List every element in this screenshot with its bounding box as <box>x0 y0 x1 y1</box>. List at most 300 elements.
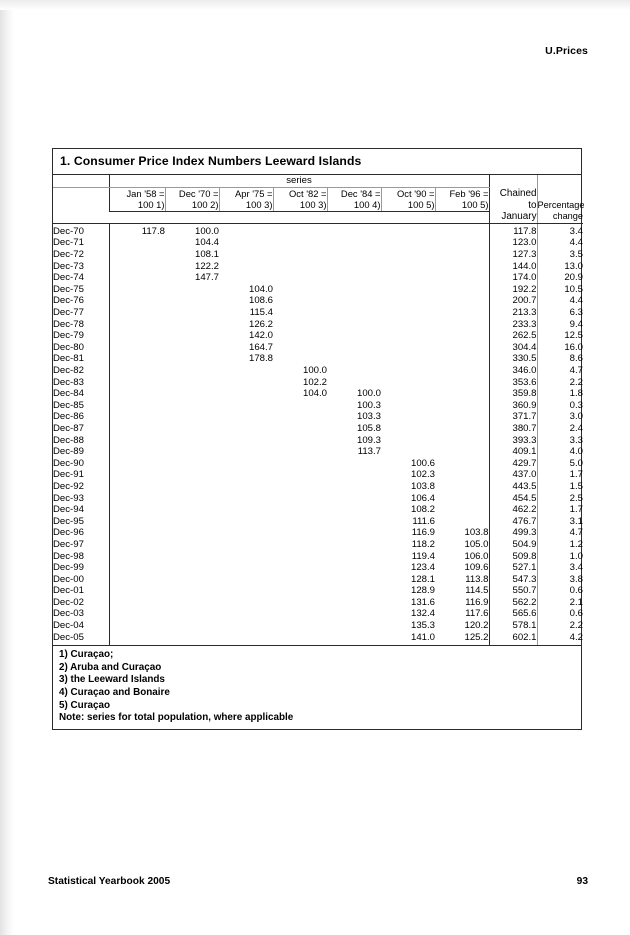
row-period-label: Dec-79 <box>53 330 84 342</box>
row-series-value <box>273 330 327 342</box>
page-number: 93 <box>576 876 588 887</box>
row-series-value <box>435 295 489 307</box>
cpi-table <box>53 175 583 645</box>
row-series-value <box>109 435 165 447</box>
cpi-table-block <box>52 148 585 730</box>
row-series-value <box>219 411 273 423</box>
row-series-value: 100.0 <box>302 365 327 376</box>
row-series-value <box>109 284 165 296</box>
row-series-value <box>165 411 219 423</box>
table-row <box>53 353 583 365</box>
row-series-value <box>327 632 381 646</box>
row-series-value <box>273 411 327 423</box>
row-series-value <box>219 423 273 435</box>
row-series-value <box>381 342 435 354</box>
table-row <box>53 632 583 646</box>
row-percentage-change: 2.1 <box>537 597 583 609</box>
row-series-value <box>273 562 327 574</box>
row-series-value <box>219 237 273 249</box>
row-series-value: 109.6 <box>464 562 489 574</box>
row-series-value <box>165 353 219 365</box>
row-series-value: 126.2 <box>248 318 273 330</box>
row-series-value <box>327 319 381 331</box>
row-series-value <box>435 504 489 516</box>
row-series-value <box>219 527 273 539</box>
row-series-value <box>327 493 381 505</box>
row-series-value <box>273 585 327 597</box>
row-series-value: 105.8 <box>356 422 381 434</box>
row-chained-value: 174.0 <box>489 272 537 284</box>
row-series-value <box>273 272 327 284</box>
row-series-value <box>109 388 165 400</box>
table-row <box>53 585 583 597</box>
header-row-group <box>53 175 583 187</box>
row-series-value <box>327 504 381 516</box>
row-series-value: 125.2 <box>464 631 489 643</box>
row-percentage-change: 1.2 <box>537 539 583 551</box>
row-series-value <box>435 481 489 493</box>
row-period-label: Dec-72 <box>53 249 84 261</box>
row-series-value <box>273 249 327 261</box>
row-series-value <box>219 400 273 412</box>
row-percentage-change: 3.4 <box>537 223 583 237</box>
row-percentage-change: 1.8 <box>537 388 583 400</box>
header-col-oct90 <box>381 187 435 211</box>
row-percentage-change: 2.5 <box>537 493 583 505</box>
row-series-value <box>165 493 219 505</box>
row-series-value <box>327 295 381 307</box>
row-series-value <box>109 458 165 470</box>
row-series-value <box>109 272 165 284</box>
row-series-value <box>435 353 489 365</box>
header-chained-top <box>489 175 537 211</box>
row-series-value <box>109 632 165 646</box>
row-chained-value: 578.1 <box>489 620 537 632</box>
row-series-value <box>273 516 327 528</box>
row-series-value <box>165 608 219 620</box>
table-row <box>53 608 583 620</box>
row-chained-value: 409.1 <box>489 446 537 458</box>
row-series-value <box>165 551 219 563</box>
row-series-value <box>109 330 165 342</box>
row-series-value <box>273 319 327 331</box>
row-percentage-change: 2.2 <box>537 620 583 632</box>
table-row <box>53 551 583 563</box>
row-series-value <box>109 307 165 319</box>
row-chained-value: 127.3 <box>489 249 537 261</box>
row-period-label: Dec-91 <box>53 469 84 481</box>
row-period-label: Dec-71 <box>53 237 84 249</box>
row-percentage-change: 4.4 <box>537 295 583 307</box>
row-series-value <box>273 435 327 447</box>
row-series-value: 108.6 <box>248 295 273 307</box>
header-col-oct82-line2: 100 3) <box>299 199 327 211</box>
row-series-value <box>109 353 165 365</box>
row-series-value: 128.9 <box>410 585 435 597</box>
row-series-value <box>327 551 381 563</box>
row-percentage-change: 0.3 <box>537 400 583 412</box>
row-series-value <box>219 632 273 646</box>
row-series-value: 122.2 <box>194 260 219 272</box>
row-series-value <box>109 551 165 563</box>
row-series-value <box>327 574 381 586</box>
row-percentage-change: 20.9 <box>537 272 583 284</box>
row-series-value <box>219 574 273 586</box>
row-percentage-change: 5.0 <box>537 458 583 470</box>
row-series-value <box>165 388 219 400</box>
header-col-feb96 <box>435 187 489 211</box>
row-series-value <box>435 330 489 342</box>
header-period-blank <box>53 187 109 211</box>
row-percentage-change: 1.7 <box>537 504 583 516</box>
row-series-value <box>435 365 489 377</box>
row-series-value: 132.4 <box>410 608 435 620</box>
row-period-label: Dec-76 <box>53 295 84 307</box>
row-period-label: Dec-99 <box>53 562 84 574</box>
row-series-value: 113.8 <box>465 573 489 585</box>
row-period-label: Dec-73 <box>53 260 84 272</box>
table-row <box>53 365 583 377</box>
row-series-value <box>381 272 435 284</box>
row-chained-value: 550.7 <box>489 585 537 597</box>
row-percentage-change: 3.8 <box>537 574 583 586</box>
row-chained-value: 144.0 <box>489 261 537 273</box>
row-series-value <box>435 284 489 296</box>
row-series-value <box>109 481 165 493</box>
header-col-jan58-line1: Jan '58 = <box>126 187 165 199</box>
row-series-value <box>327 562 381 574</box>
row-series-value <box>435 469 489 481</box>
row-series-value <box>435 516 489 528</box>
row-period-label: Dec-77 <box>53 307 84 319</box>
row-series-value <box>109 493 165 505</box>
row-series-value <box>435 272 489 284</box>
row-series-value: 117.6 <box>465 608 489 620</box>
table-row <box>53 411 583 423</box>
row-period-label: Dec-01 <box>53 585 84 597</box>
header-col-dec70-line2: 100 2) <box>191 199 219 211</box>
page-top-edge-shading <box>0 0 630 10</box>
table-row <box>53 423 583 435</box>
row-chained-value: 123.0 <box>489 237 537 249</box>
table-row <box>53 319 583 331</box>
row-series-value <box>165 539 219 551</box>
row-series-value <box>219 562 273 574</box>
row-series-value <box>435 423 489 435</box>
row-series-value: 117.8 <box>109 223 165 237</box>
row-series-value: 104.4 <box>194 237 219 249</box>
row-series-value <box>273 481 327 493</box>
row-series-value <box>165 330 219 342</box>
row-series-value <box>273 342 327 354</box>
cpi-table-body <box>53 223 583 645</box>
footer-publication-title: Statistical Yearbook 2005 <box>48 876 171 887</box>
row-chained-value: 437.0 <box>489 469 537 481</box>
row-series-value <box>381 237 435 249</box>
table-row <box>53 237 583 249</box>
table-row <box>53 284 583 296</box>
row-series-value <box>273 504 327 516</box>
row-series-value <box>109 620 165 632</box>
row-series-value: 116.9 <box>411 527 435 539</box>
row-series-value: 103.8 <box>464 527 489 539</box>
row-series-value <box>219 493 273 505</box>
row-series-value <box>381 423 435 435</box>
row-series-value <box>165 585 219 597</box>
row-series-value <box>435 411 489 423</box>
row-series-value <box>435 400 489 412</box>
row-series-value <box>327 307 381 319</box>
header-series-group: series <box>109 175 489 187</box>
row-series-value <box>165 435 219 447</box>
row-series-value <box>327 237 381 249</box>
page-footer <box>48 876 588 887</box>
row-series-value <box>435 319 489 331</box>
header-bottom-blank <box>53 211 109 223</box>
row-series-value <box>381 411 435 423</box>
row-period-label: Dec-70 <box>53 225 84 237</box>
row-series-value <box>381 295 435 307</box>
row-series-value <box>273 423 327 435</box>
table-row <box>53 574 583 586</box>
row-series-value: 109.3 <box>356 434 381 446</box>
table-row <box>53 527 583 539</box>
row-series-value <box>219 597 273 609</box>
row-series-value: 104.0 <box>248 283 273 295</box>
row-series-value <box>273 551 327 563</box>
row-series-value <box>381 319 435 331</box>
row-series-value: 111.6 <box>412 515 435 527</box>
row-series-value <box>219 365 273 377</box>
row-chained-value: 371.7 <box>489 411 537 423</box>
row-series-value <box>165 516 219 528</box>
row-chained-value: 233.3 <box>489 319 537 331</box>
row-percentage-change: 3.1 <box>537 516 583 528</box>
row-period-label: Dec-82 <box>53 365 84 376</box>
header-corner-blank <box>53 175 109 187</box>
row-series-value <box>109 295 165 307</box>
row-chained-value: 200.7 <box>489 295 537 307</box>
row-series-value: 103.8 <box>410 480 435 492</box>
row-series-value: 105.0 <box>464 538 489 550</box>
table-footnotes <box>53 645 581 729</box>
row-series-value <box>109 597 165 609</box>
row-series-value <box>273 353 327 365</box>
row-series-value <box>273 400 327 412</box>
row-period-label: Dec-90 <box>53 457 84 469</box>
row-series-value <box>327 272 381 284</box>
row-series-value <box>381 377 435 389</box>
row-series-value: 135.3 <box>410 620 435 632</box>
row-series-value <box>109 377 165 389</box>
row-series-value: 108.1 <box>194 249 219 261</box>
row-series-value <box>327 469 381 481</box>
row-series-value <box>219 539 273 551</box>
row-series-value <box>219 458 273 470</box>
row-series-value <box>435 458 489 470</box>
row-percentage-change: 4.7 <box>537 365 583 377</box>
row-series-value <box>219 551 273 563</box>
row-chained-value: 509.8 <box>489 551 537 563</box>
row-series-value <box>219 261 273 273</box>
row-series-value: 102.2 <box>302 376 327 388</box>
footnote-item: 2) Aruba and Curaçao <box>59 661 162 673</box>
row-percentage-change: 1.5 <box>537 481 583 493</box>
row-series-value <box>381 249 435 261</box>
row-percentage-change: 13.0 <box>537 261 583 273</box>
row-series-value <box>165 469 219 481</box>
row-series-value <box>273 446 327 458</box>
table-row <box>53 597 583 609</box>
row-period-label: Dec-87 <box>53 422 84 434</box>
row-series-value <box>327 620 381 632</box>
row-series-value: 147.7 <box>194 272 219 284</box>
row-chained-value: 476.7 <box>489 516 537 528</box>
row-series-value: 100.3 <box>356 399 381 411</box>
row-series-value <box>273 295 327 307</box>
row-percentage-change: 9.4 <box>537 319 583 331</box>
row-series-value <box>165 527 219 539</box>
header-col-feb96-line1: Feb '96 = <box>449 187 489 199</box>
row-percentage-change: 8.6 <box>537 353 583 365</box>
header-percentage-line1: Percentage <box>537 199 585 210</box>
row-period-label: Dec-92 <box>53 480 84 492</box>
row-series-value <box>109 365 165 377</box>
row-series-value <box>109 261 165 273</box>
row-series-value <box>109 608 165 620</box>
row-chained-value: 353.6 <box>489 377 537 389</box>
row-series-value <box>109 249 165 261</box>
header-col-oct90-line1: Oct '90 = <box>397 187 435 199</box>
row-series-value: 100.0 <box>356 388 381 400</box>
header-col-dec84 <box>327 187 381 211</box>
header-col-feb96-line2: 100 5) <box>461 199 489 211</box>
row-series-value <box>165 446 219 458</box>
row-series-value <box>219 388 273 400</box>
table-row <box>53 342 583 354</box>
row-series-value <box>219 272 273 284</box>
row-series-value: 164.7 <box>248 341 273 353</box>
row-series-value: 114.5 <box>465 585 489 597</box>
row-series-value: 102.3 <box>410 469 435 481</box>
row-series-value <box>327 608 381 620</box>
row-series-value <box>219 481 273 493</box>
row-series-value <box>219 469 273 481</box>
row-percentage-change: 4.0 <box>537 446 583 458</box>
row-chained-value: 547.3 <box>489 574 537 586</box>
row-percentage-change: 10.5 <box>537 284 583 296</box>
row-series-value <box>165 620 219 632</box>
row-period-label: Dec-96 <box>53 527 84 539</box>
row-percentage-change: 12.5 <box>537 330 583 342</box>
table-row <box>53 504 583 516</box>
row-series-value: 104.0 <box>302 388 327 400</box>
table-title: 1. Consumer Price Index Numbers Leeward Islands <box>53 149 581 175</box>
table-row <box>53 562 583 574</box>
row-series-value: 141.0 <box>410 631 435 643</box>
row-series-value <box>109 516 165 528</box>
header-chained-line2: to <box>528 199 537 211</box>
row-series-value <box>435 307 489 319</box>
row-period-label: Dec-89 <box>53 446 84 458</box>
row-chained-value: 380.7 <box>489 423 537 435</box>
row-series-value <box>165 597 219 609</box>
table-row <box>53 307 583 319</box>
row-series-value <box>109 504 165 516</box>
row-series-value <box>165 400 219 412</box>
row-chained-value: 602.1 <box>489 632 537 646</box>
row-series-value <box>165 458 219 470</box>
row-period-label: Dec-03 <box>53 608 84 620</box>
row-chained-value: 565.6 <box>489 608 537 620</box>
row-series-value <box>273 284 327 296</box>
row-series-value <box>327 365 381 377</box>
row-series-value <box>219 620 273 632</box>
row-series-value: 178.8 <box>248 353 273 365</box>
row-series-value <box>219 377 273 389</box>
row-series-value: 103.3 <box>356 411 381 423</box>
row-series-value <box>109 585 165 597</box>
row-percentage-change: 0.6 <box>537 608 583 620</box>
header-col-jan58-line2: 100 1) <box>137 199 165 211</box>
row-series-value: 128.1 <box>410 573 435 585</box>
row-series-value <box>273 469 327 481</box>
row-period-label: Dec-83 <box>53 376 84 388</box>
row-series-value <box>327 284 381 296</box>
row-chained-value: 429.7 <box>489 458 537 470</box>
row-series-value <box>381 284 435 296</box>
row-chained-value: 213.3 <box>489 307 537 319</box>
row-chained-value: 499.3 <box>489 527 537 539</box>
row-series-value <box>165 295 219 307</box>
row-series-value <box>219 516 273 528</box>
row-chained-value: 504.9 <box>489 539 537 551</box>
row-period-label: Dec-93 <box>53 492 84 504</box>
row-series-value: 120.2 <box>464 620 489 632</box>
header-col-jan58 <box>109 187 165 211</box>
footnote-item: 5) Curaçao <box>59 699 111 711</box>
row-series-value <box>381 330 435 342</box>
table-row <box>53 272 583 284</box>
row-chained-value: 359.8 <box>489 388 537 400</box>
row-series-value <box>109 237 165 249</box>
header-col-oct82 <box>273 187 327 211</box>
row-series-value <box>165 284 219 296</box>
row-period-label: Dec-78 <box>53 318 84 330</box>
row-series-value <box>381 223 435 237</box>
row-series-value <box>435 388 489 400</box>
header-col-oct82-line1: Oct '82 = <box>289 187 327 199</box>
row-percentage-change: 2.4 <box>537 423 583 435</box>
row-series-value <box>435 377 489 389</box>
table-row <box>53 330 583 342</box>
row-series-value <box>165 365 219 377</box>
footnote-item: Note: series for total population, where applicable <box>59 712 294 724</box>
row-series-value <box>381 435 435 447</box>
row-series-value <box>273 493 327 505</box>
row-series-value <box>435 249 489 261</box>
row-period-label: Dec-80 <box>53 341 84 353</box>
row-period-label: Dec-85 <box>53 399 84 411</box>
row-series-value <box>435 435 489 447</box>
row-series-value: 119.4 <box>411 550 435 562</box>
row-series-value <box>109 527 165 539</box>
header-col-apr75-line2: 100 3) <box>245 199 273 211</box>
row-series-value <box>381 388 435 400</box>
header-col-dec70-line1: Dec '70 = <box>178 187 219 199</box>
row-chained-value: 527.1 <box>489 562 537 574</box>
footnote-item: 3) the Leeward Islands <box>59 674 165 686</box>
